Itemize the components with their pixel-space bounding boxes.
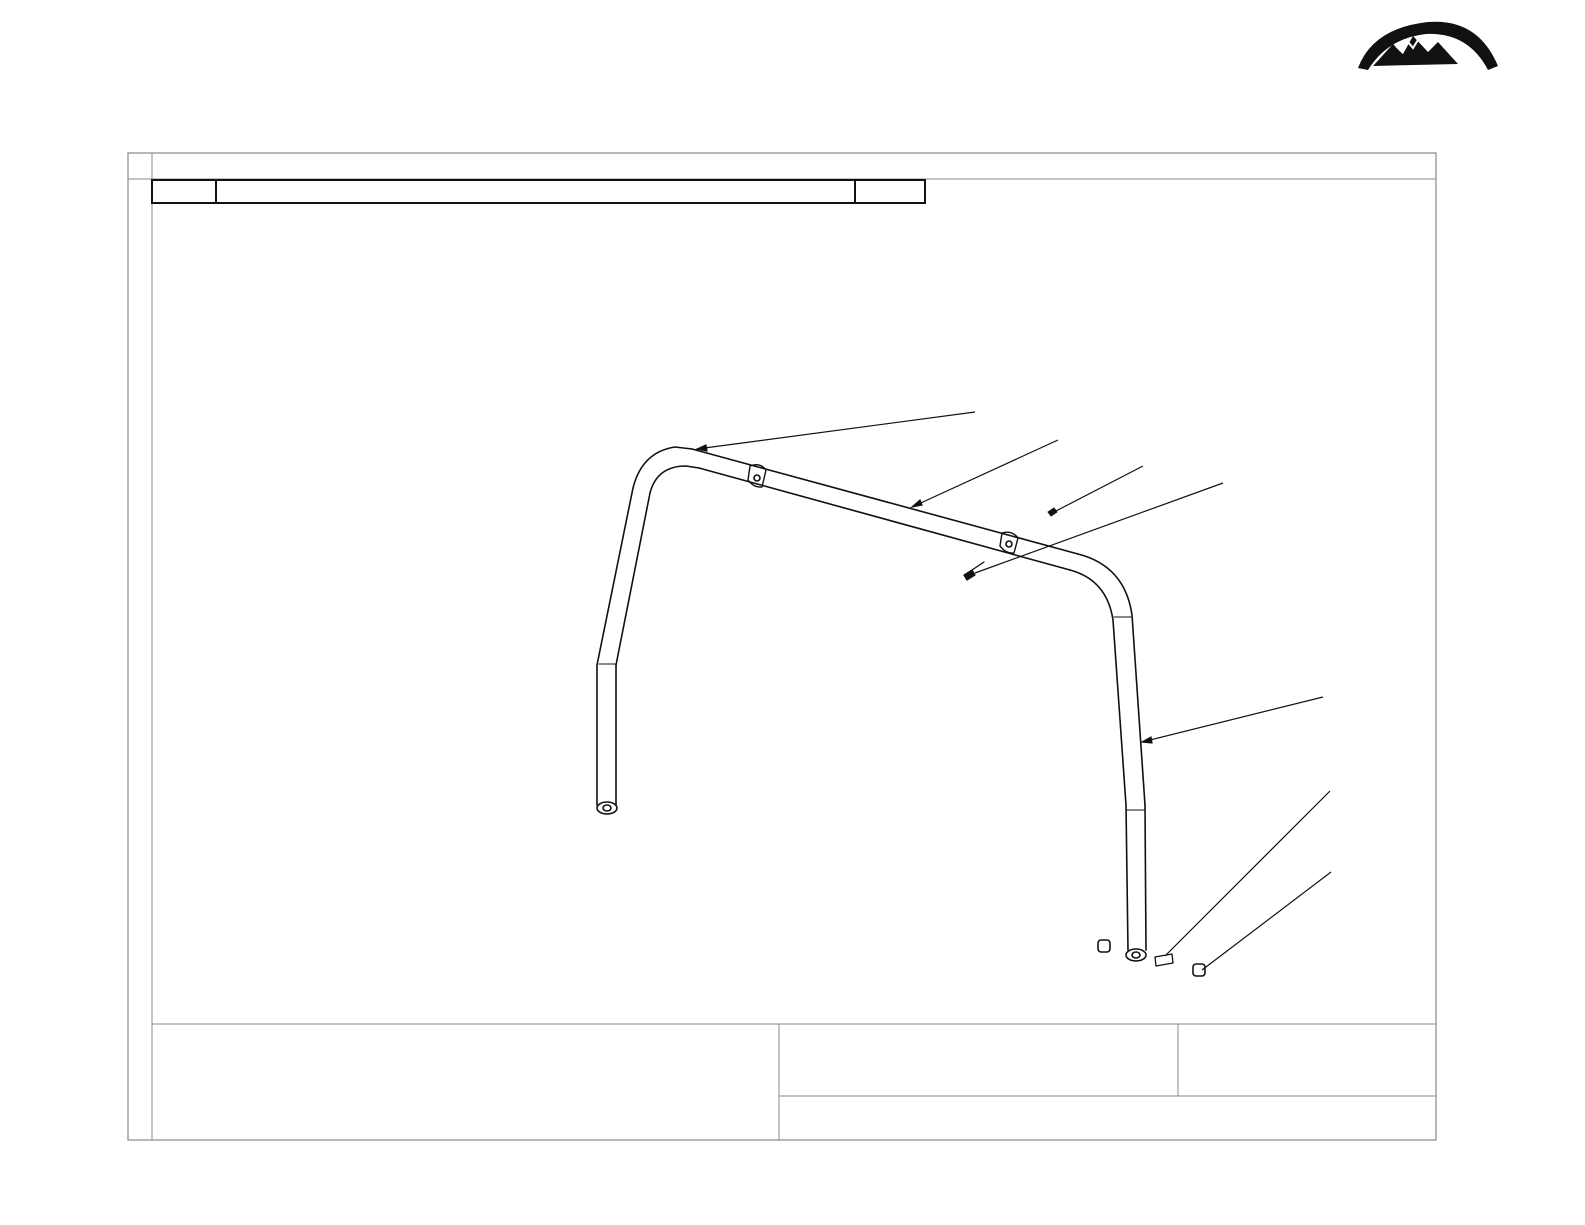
sheet-border bbox=[128, 153, 1436, 1140]
bom-header-item bbox=[152, 180, 216, 203]
leader-3 bbox=[912, 440, 1058, 507]
left-hoop-leg bbox=[597, 447, 692, 665]
bill-of-materials bbox=[151, 179, 926, 204]
bom-header-description bbox=[216, 180, 855, 203]
left-hoop-leg-inner bbox=[616, 466, 699, 665]
right-leg-lower-inner bbox=[1126, 805, 1128, 950]
leader-1 bbox=[697, 412, 975, 449]
right-leg-lower-outer bbox=[1145, 805, 1146, 950]
left-leg-foot-hole bbox=[603, 805, 611, 811]
bom-header-qty bbox=[855, 180, 925, 203]
leader-lines bbox=[697, 412, 1331, 970]
ars-brand-logo bbox=[1318, 18, 1508, 128]
urethane-bushing-right bbox=[1193, 964, 1205, 976]
leader-7 bbox=[1054, 466, 1143, 512]
bom-header-row bbox=[152, 180, 925, 203]
nylock-nut bbox=[1048, 508, 1057, 516]
urethane-bushing-left bbox=[1098, 940, 1110, 952]
leader-6 bbox=[975, 483, 1223, 573]
right-hoop-leg bbox=[1078, 554, 1145, 805]
leader-2 bbox=[1142, 697, 1323, 742]
leader-4 bbox=[1165, 791, 1330, 956]
upper-tube-bottom bbox=[699, 468, 1070, 570]
right-leg-foot-tab bbox=[1126, 949, 1146, 961]
left-leg-foot-tab bbox=[597, 802, 617, 814]
upper-tube-bracket-2-hole bbox=[1006, 541, 1012, 547]
upper-tube-top bbox=[692, 449, 1078, 554]
rear-hoop-assembly bbox=[597, 447, 1205, 976]
leader-3-arrow bbox=[912, 500, 922, 507]
leader-5 bbox=[1202, 872, 1331, 970]
right-hoop-leg-inner bbox=[1070, 570, 1126, 805]
right-leg-foot-hole bbox=[1132, 952, 1140, 958]
leader-2-arrow bbox=[1142, 737, 1152, 743]
upper-tube-bracket-1-hole bbox=[754, 475, 760, 481]
metal-cloak-logo bbox=[1180, 1024, 1436, 1080]
steel-bushing bbox=[1155, 954, 1173, 966]
proprietary-notice bbox=[783, 1027, 1178, 1030]
